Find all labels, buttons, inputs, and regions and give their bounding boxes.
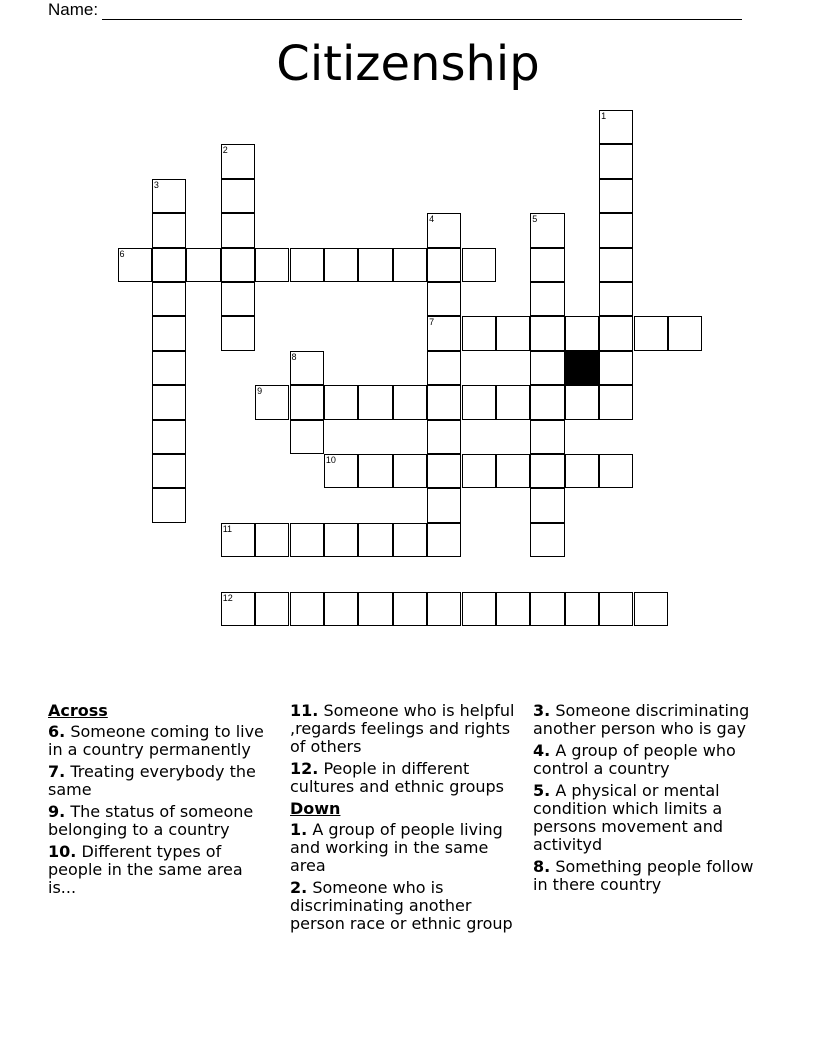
grid-cell[interactable] (358, 385, 392, 419)
clues-column-1 (48, 702, 273, 901)
grid-cell[interactable] (599, 248, 633, 282)
clue-across-9: 9. The status of someone belonging to a country (48, 802, 254, 839)
grid-cell[interactable] (152, 488, 186, 522)
grid-cell[interactable] (152, 316, 186, 350)
grid-cell[interactable] (221, 179, 255, 213)
clue-down-2: 2. Someone who is discriminating another person race or ethnic group (290, 878, 513, 933)
grid-cell[interactable] (152, 385, 186, 419)
grid-cell[interactable] (186, 248, 220, 282)
grid-cell[interactable] (599, 213, 633, 247)
clues-column-2 (290, 702, 526, 937)
grid-cell[interactable] (462, 592, 496, 626)
clue-number: 2 (222, 145, 228, 156)
grid-cell[interactable] (496, 385, 530, 419)
grid-cell[interactable] (324, 385, 358, 419)
clue-number: 5 (532, 214, 538, 225)
grid-cell[interactable] (290, 385, 324, 419)
grid-cell[interactable] (358, 454, 392, 488)
grid-cell[interactable] (255, 592, 289, 626)
grid-cell[interactable] (427, 523, 461, 557)
grid-cell[interactable] (427, 351, 461, 385)
grid-cell[interactable] (530, 385, 564, 419)
grid-cell[interactable] (427, 454, 461, 488)
grid-cell[interactable] (393, 385, 427, 419)
grid-cell[interactable] (496, 454, 530, 488)
grid-cell[interactable] (634, 592, 668, 626)
grid-cell[interactable] (358, 248, 392, 282)
grid-cell[interactable] (530, 213, 564, 247)
grid-cell[interactable] (599, 144, 633, 178)
clue-across-6: 6. Someone coming to live in a country permanently (48, 722, 264, 759)
grid-cell[interactable] (530, 523, 564, 557)
clue-down-1: 1. A group of people living and working in the same area (290, 820, 503, 875)
grid-cell[interactable] (324, 454, 358, 488)
grid-cell[interactable] (152, 282, 186, 316)
grid-cell[interactable] (427, 488, 461, 522)
grid-cell[interactable] (599, 110, 633, 144)
grid-cell[interactable] (427, 420, 461, 454)
grid-cell[interactable] (462, 248, 496, 282)
name-label: Name: (48, 0, 99, 19)
grid-cell[interactable] (290, 351, 324, 385)
grid-cell[interactable] (427, 282, 461, 316)
grid-cell[interactable] (599, 316, 633, 350)
grid-cell[interactable] (393, 592, 427, 626)
clue-number: 9 (257, 386, 263, 397)
grid-cell[interactable] (565, 385, 599, 419)
clues-column-3 (533, 702, 763, 898)
grid-cell[interactable] (152, 179, 186, 213)
black-cell (565, 351, 599, 385)
grid-cell[interactable] (290, 248, 324, 282)
grid-cell[interactable] (462, 385, 496, 419)
grid-cell[interactable] (221, 592, 255, 626)
grid-cell[interactable] (324, 592, 358, 626)
grid-cell[interactable] (599, 179, 633, 213)
grid-cell[interactable] (462, 316, 496, 350)
grid-cell[interactable] (599, 385, 633, 419)
grid-cell[interactable] (290, 592, 324, 626)
grid-cell[interactable] (565, 316, 599, 350)
grid-cell[interactable] (530, 592, 564, 626)
grid-cell[interactable] (668, 316, 702, 350)
grid-cell[interactable] (118, 248, 152, 282)
grid-cell[interactable] (530, 420, 564, 454)
clue-number: 1 (601, 111, 607, 121)
across-heading: Across (48, 701, 108, 720)
grid-cell[interactable] (530, 316, 564, 350)
grid-cell[interactable] (393, 454, 427, 488)
grid-cell[interactable] (530, 454, 564, 488)
grid-cell[interactable] (599, 454, 633, 488)
down-heading: Down (290, 799, 341, 818)
clue-number: 7 (429, 317, 435, 328)
grid-cell[interactable] (393, 248, 427, 282)
clue-across-7: 7. Treating everybody the same (48, 762, 256, 799)
grid-cell[interactable] (462, 454, 496, 488)
clue-number: 11 (222, 523, 233, 534)
grid-cell[interactable] (634, 316, 668, 350)
clue-down-4: 4. A group of people who control a country (533, 741, 736, 778)
grid-cell[interactable] (221, 316, 255, 350)
grid-cell[interactable] (599, 592, 633, 626)
grid-cell[interactable] (255, 385, 289, 419)
grid-cell[interactable] (221, 144, 255, 178)
grid-cell[interactable] (393, 523, 427, 557)
grid-cell[interactable] (152, 213, 186, 247)
grid-cell[interactable] (221, 248, 255, 282)
clue-across-12: 12. People in different cultures and ethnic groups (290, 759, 505, 796)
grid-cell[interactable] (152, 454, 186, 488)
clue-number: 8 (291, 351, 297, 362)
grid-cell[interactable] (427, 316, 461, 350)
grid-cell[interactable] (496, 316, 530, 350)
clue-number: 4 (429, 214, 435, 225)
grid-cell[interactable] (565, 454, 599, 488)
grid-cell[interactable] (358, 523, 392, 557)
grid-cell[interactable] (152, 420, 186, 454)
grid-cell[interactable] (221, 523, 255, 557)
grid-cell[interactable] (565, 592, 599, 626)
clue-down-3: 3. Someone discriminating another person who is gay (533, 701, 750, 738)
clue-number: 6 (119, 248, 125, 259)
grid-cell[interactable] (427, 213, 461, 247)
clue-down-5: 5. A physical or mental condition which limits a persons movement and activityd (533, 781, 723, 854)
clue-across-11: 11. Someone who is helpful ,regards feelings and rights of others (290, 701, 515, 756)
grid-cell[interactable] (496, 592, 530, 626)
grid-cell[interactable] (290, 420, 324, 454)
grid-cell[interactable] (255, 523, 289, 557)
grid-cell[interactable] (255, 248, 289, 282)
clue-across-10: 10. Different types of people in the same area is... (48, 842, 243, 897)
clue-number: 10 (325, 455, 336, 465)
grid-cell[interactable] (152, 351, 186, 385)
grid-cell[interactable] (221, 213, 255, 247)
clue-number: 12 (222, 592, 233, 603)
grid-cell[interactable] (427, 385, 461, 419)
grid-cell[interactable] (358, 592, 392, 626)
grid-cell[interactable] (221, 282, 255, 316)
grid-cell[interactable] (530, 488, 564, 522)
grid-cell[interactable] (427, 592, 461, 626)
grid-cell[interactable] (599, 351, 633, 385)
page-title: Citizenship (276, 36, 540, 92)
grid-cell[interactable] (290, 523, 324, 557)
grid-cell[interactable] (152, 248, 186, 282)
grid-cell[interactable] (530, 351, 564, 385)
grid-cell[interactable] (427, 248, 461, 282)
clue-number: 3 (153, 179, 159, 190)
grid-cell[interactable] (324, 248, 358, 282)
grid-cell[interactable] (599, 282, 633, 316)
grid-cell[interactable] (324, 523, 358, 557)
clue-down-8: 8. Something people follow in there country (533, 857, 754, 894)
grid-cell[interactable] (530, 282, 564, 316)
grid-cell[interactable] (530, 248, 564, 282)
